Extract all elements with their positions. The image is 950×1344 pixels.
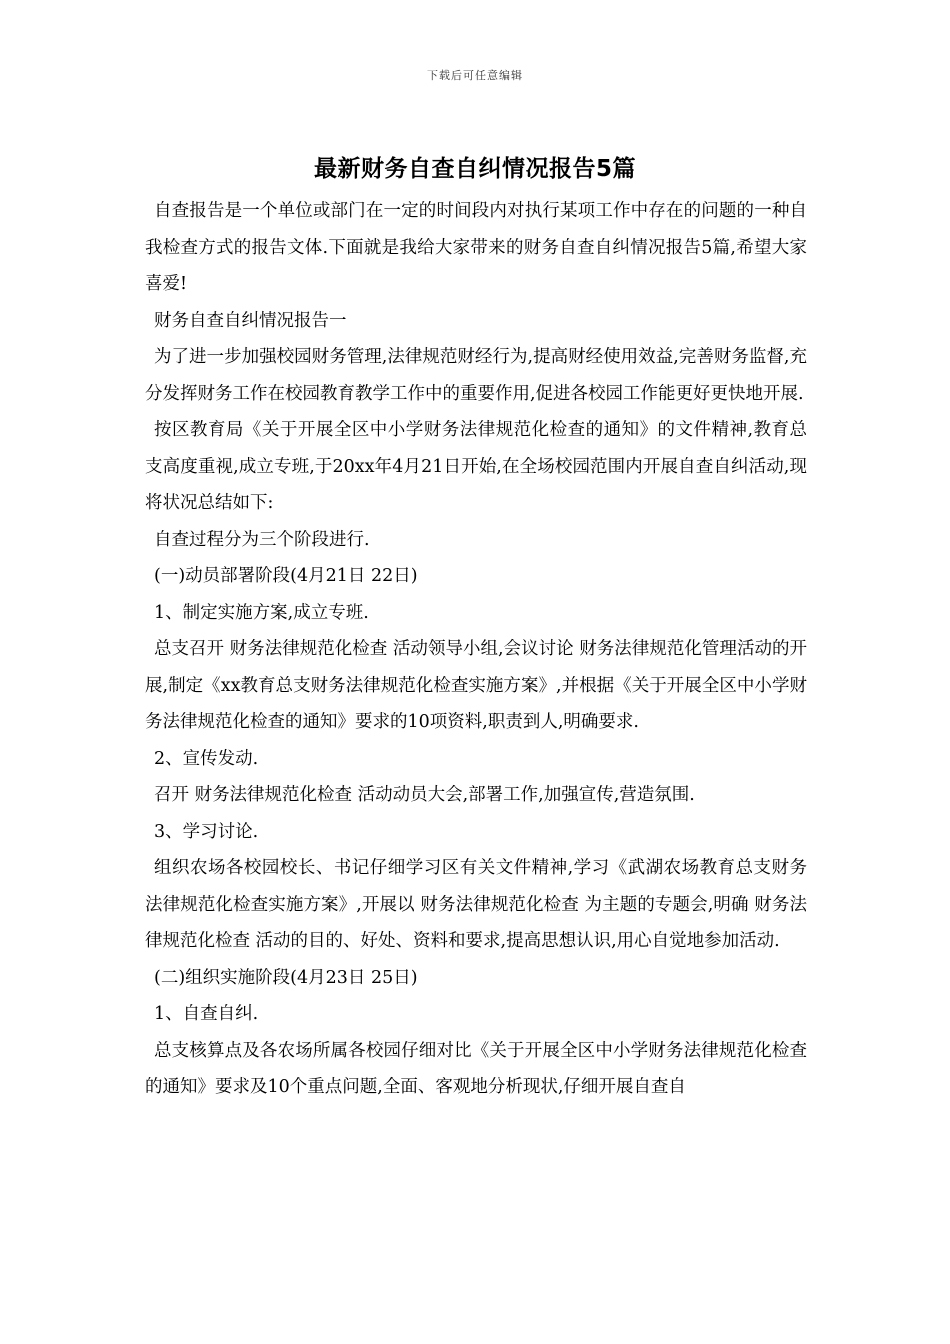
step-heading: 3、学习讨论. — [154, 821, 259, 842]
paragraph: 为了进一步加强校园财务管理,法律规范财经行为,提高财经使用效益,完善财务监督,充分发挥财务工作在校园教育教学工作中的重要作用,促进各校园工作能更好更快地开展. — [145, 347, 807, 404]
paragraph: 召开 财务法律规范化检查 活动动员大会,部署工作,加强宣传,营造氛围. — [154, 785, 695, 805]
document-body — [145, 193, 807, 1106]
section-heading: 财务自查自纠情况报告一 — [154, 310, 347, 331]
paragraph: 自查过程分为三个阶段进行. — [154, 529, 370, 550]
paragraph: 组织农场各校园校长、书记仔细学习区有关文件精神,学习《武湖农场教育总支财务法律规范化检查实施方案》,开展以 财务法律规范化检查 为主题的专题会,明确 财务法律规范化检查 活动的目的、好处、资料和要求,提高思想认识,用心自觉地参加活动. — [145, 858, 807, 951]
step-heading: 1、自查自纠. — [154, 1004, 259, 1024]
step-heading: 2、宣传发动. — [154, 748, 259, 769]
stage-heading: (二)组织实施阶段(4月23日 25日) — [154, 967, 418, 988]
header-note: 下载后可任意编辑 — [427, 69, 523, 82]
step-heading: 1、制定实施方案,成立专班. — [154, 602, 369, 623]
document-title: 最新财务自查自纠情况报告5篇 — [313, 156, 636, 182]
paragraph: 总支召开 财务法律规范化检查 活动领导小组,会议讨论 财务法律规范化管理活动的开展,制定《xx教育总支财务法律规范化检查实施方案》,并根据《关于开展全区中小学财务法律规范化检查的通知》要求的10项资料,职责到人,明确要求. — [145, 639, 807, 732]
stage-heading: (一)动员部署阶段(4月21日 22日) — [154, 566, 418, 586]
paragraph: 总支核算点及各农场所属各校园仔细对比《关于开展全区中小学财务法律规范化检查的通知》要求及10个重点问题,全面、客观地分析现状,仔细开展自查自 — [145, 1040, 807, 1097]
paragraph: 按区教育局《关于开展全区中小学财务法律规范化检查的通知》的文件精神,教育总支高度重视,成立专班,于20xx年4月21日开始,在全场校园范围内开展自查自纠活动,现将状况总结如下: — [145, 420, 807, 513]
paragraph: 自查报告是一个单位或部门在一定的时间段内对执行某项工作中存在的问题的一种自我检查方式的报告文体.下面就是我给大家带来的财务自查自纠情况报告5篇,希望大家喜爱! — [145, 201, 807, 294]
